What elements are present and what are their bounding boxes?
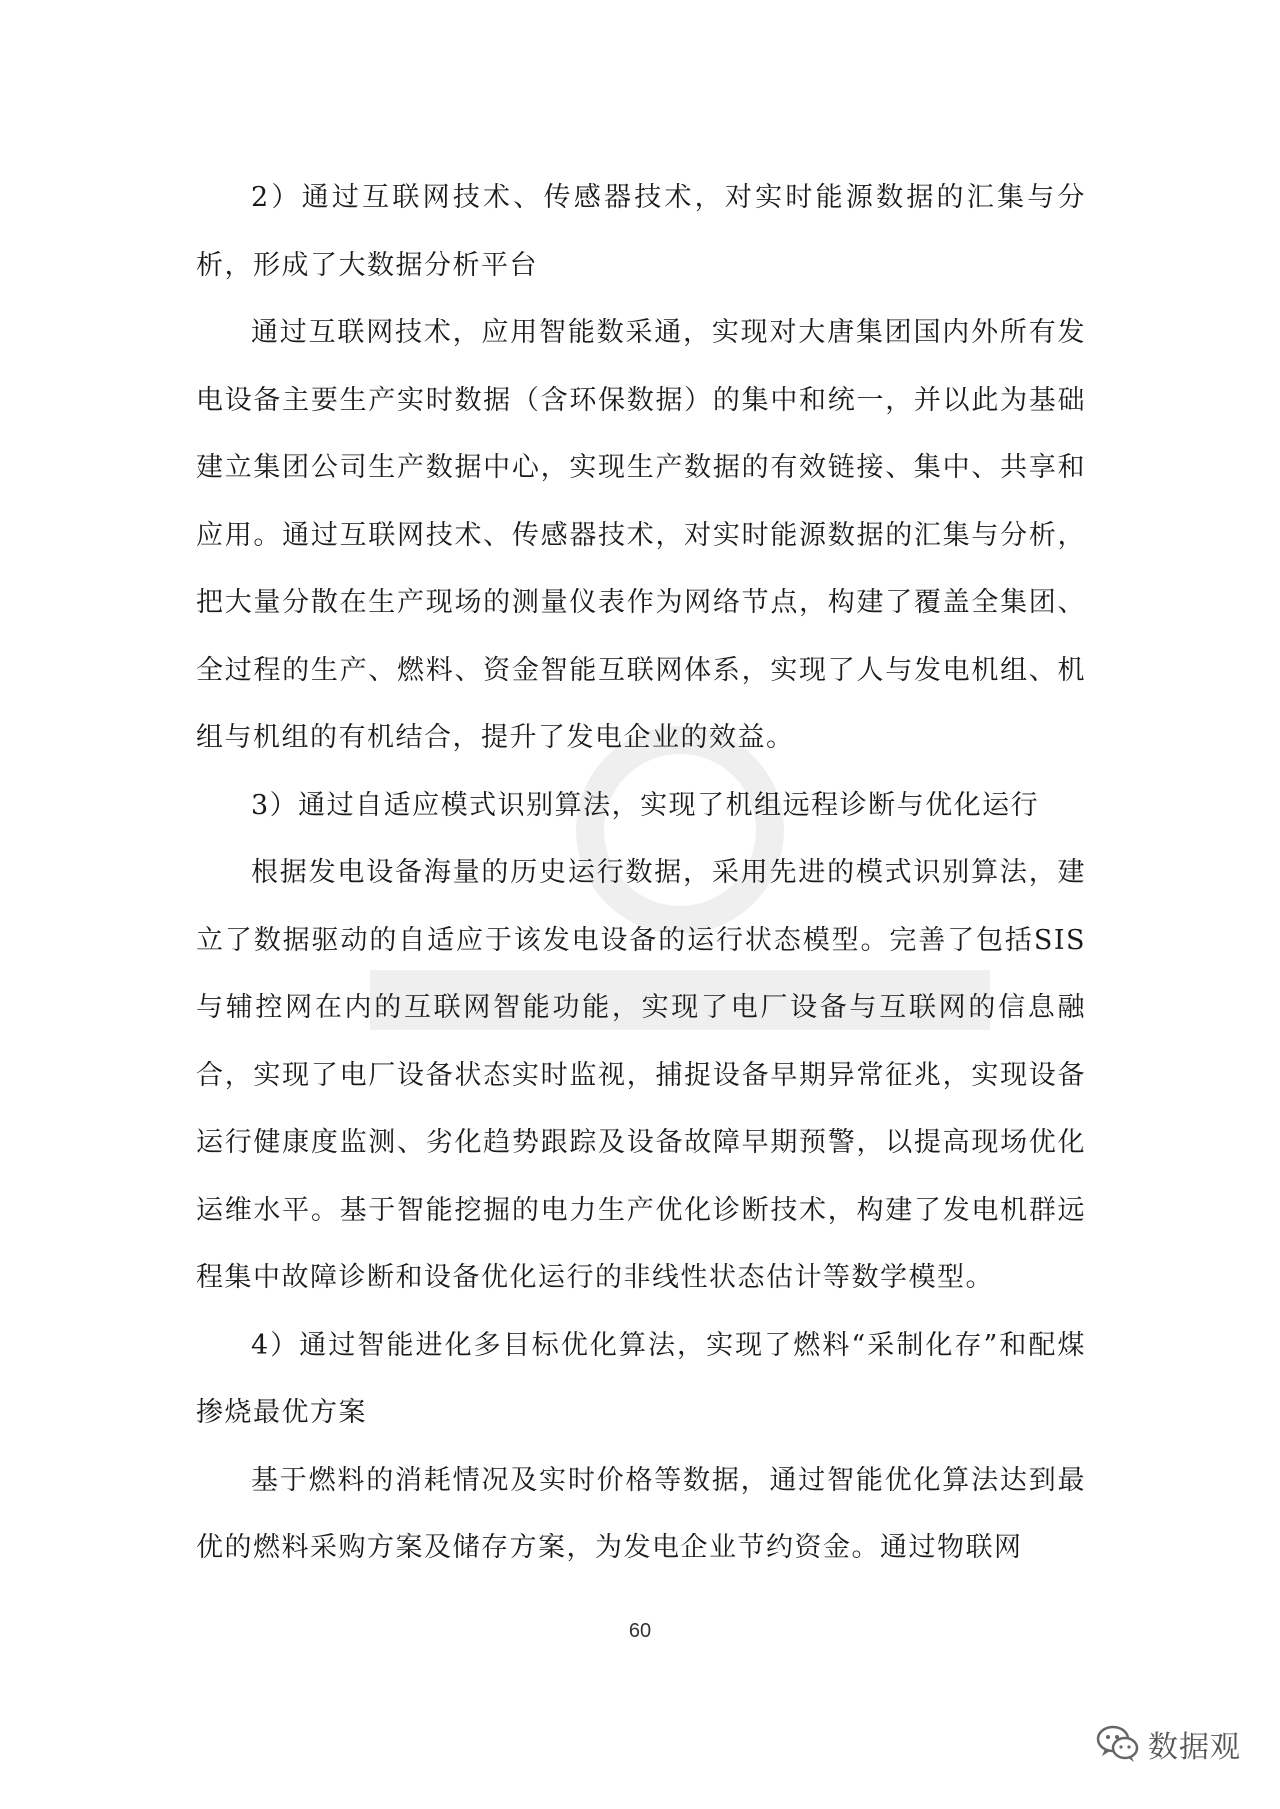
wechat-icon (1095, 1722, 1141, 1764)
body-paragraph-2: 通过互联网技术，应用智能数采通，实现对大唐集团国内外所有发电设备主要生产实时数据（含环保数据）的集中和统一，并以此为基础建立集团公司生产数据中心，实现生产数据的有效链接、集中、共享和应用。通过互联网技术、传感器技术，对实时能源数据的汇集与分析，把大量分散在生产现场的测量仪表作为网络节点，构建了覆盖全集团、全过程的生产、燃料、资金智能互联网体系，实现了人与发电机组、机组与机组的有机结合，提升了发电企业的效益。 (196, 317, 1086, 753)
section-heading-4: 4）通过智能进化多目标优化算法，实现了燃料“采制化存”和配煤掺烧最优方案 (196, 1329, 1086, 1428)
body-paragraph-4: 基于燃料的消耗情况及实时价格等数据，通过智能优化算法达到最优的燃料采购方案及储存方案，为发电企业节约资金。通过物联网 (196, 1464, 1086, 1563)
section-heading-2: 2）通过互联网技术、传感器技术，对实时能源数据的汇集与分析，形成了大数据分析平台 (196, 182, 1086, 281)
watermark-brand: 数据观 (1148, 1730, 1241, 1765)
document-body (196, 164, 1086, 1582)
page-number: 60 (628, 1620, 652, 1642)
body-paragraph-3: 根据发电设备海量的历史运行数据，采用先进的模式识别算法，建立了数据驱动的自适应于该发电设备的运行状态模型。完善了包括SIS与辅控网在内的互联网智能功能，实现了电厂设备与互联网的信息融合，实现了电厂设备状态实时监视，捕捉设备早期异常征兆，实现设备运行健康度监测、劣化趋势跟踪及设备故障早期预警，以提高现场优化运维水平。基于智能挖掘的电力生产优化诊断技术，构建了发电机群远程集中故障诊断和设备优化运行的非线性状态估计等数学模型。 (196, 857, 1086, 1293)
section-heading-3: 3）通过自适应模式识别算法，实现了机组远程诊断与优化运行 (251, 789, 1040, 821)
